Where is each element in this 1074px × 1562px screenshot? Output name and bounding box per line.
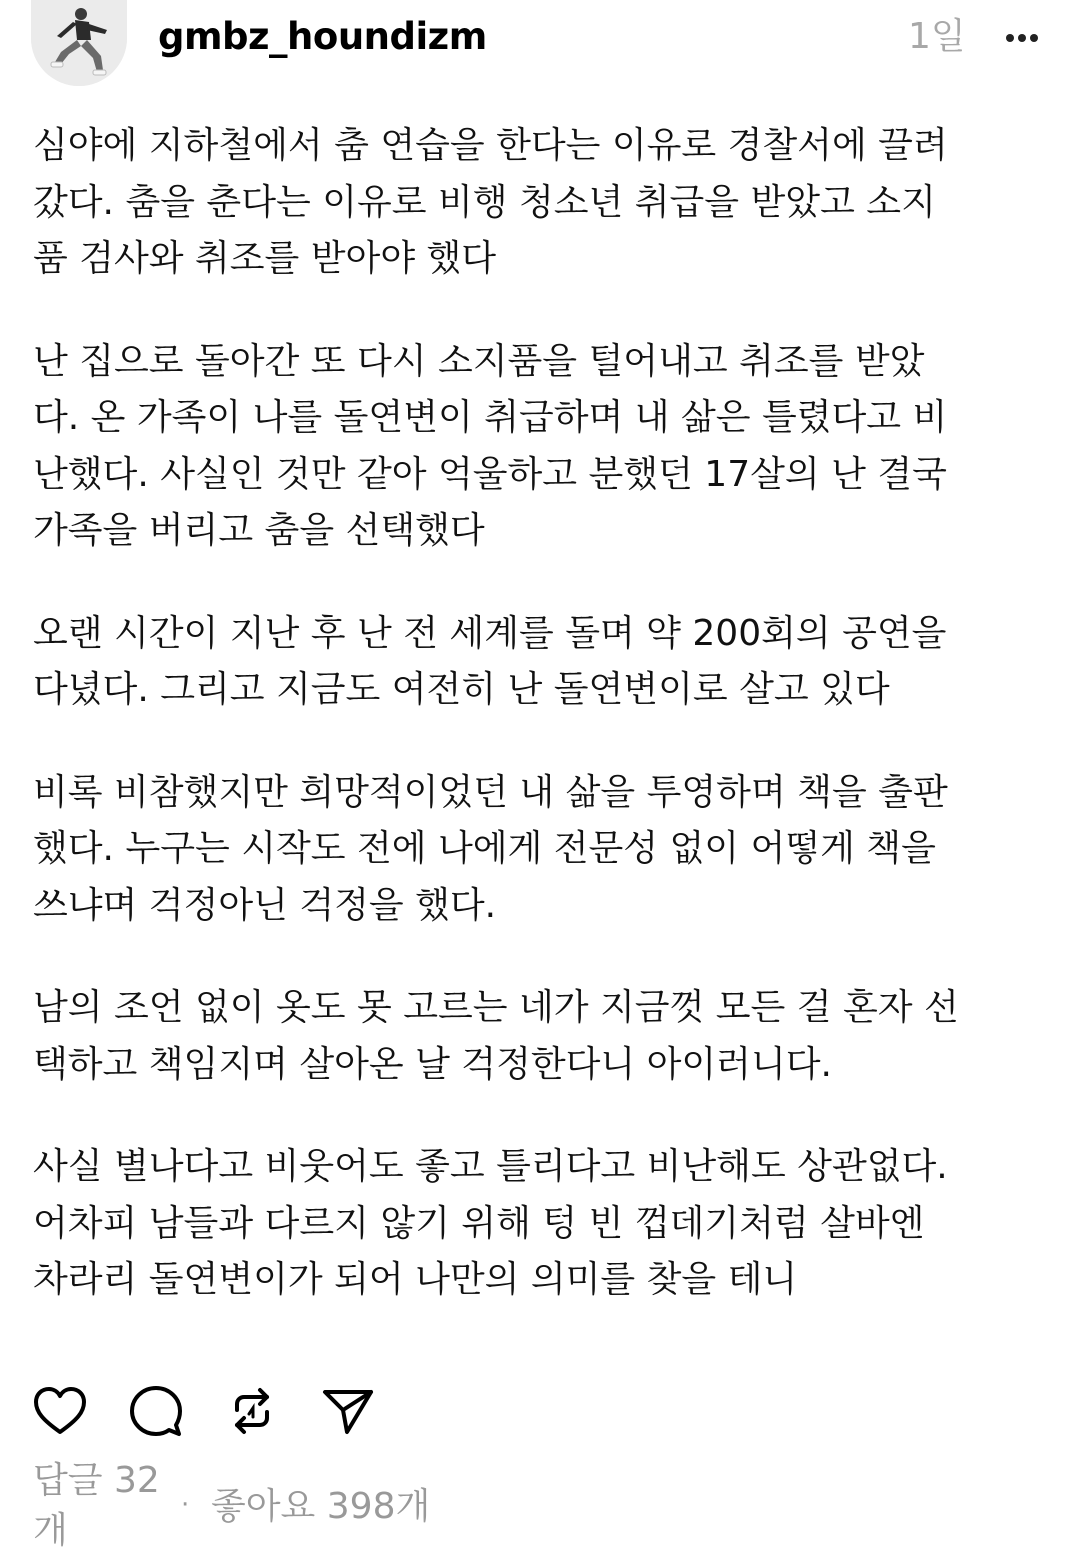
post-body bbox=[33, 118, 1043, 1355]
post-paragraph: 남의 조언 없이 옷도 못 고르는 네가 지금껏 모든 걸 혼자 선 택하고 책임지며 살아온 날 걱정한다니 아이러니다. bbox=[33, 987, 959, 1085]
post-paragraph: 비록 비참했지만 희망적이었던 내 삶을 투영하며 책을 출판 했다. 누구는 시작도 전에 나에게 전문성 없이 어떻게 책을 쓰냐며 걱정아닌 걱정을 했다. bbox=[33, 771, 948, 926]
replies-count[interactable]: 답글 32 개 bbox=[33, 1460, 160, 1551]
comment-icon[interactable] bbox=[129, 1384, 183, 1438]
post-paragraph: 오랜 시간이 지난 후 난 전 세계를 돌며 약 200회의 공연을 다녔다. 그리고 지금도 여전히 난 돌연변이로 살고 있다 bbox=[33, 612, 947, 710]
send-icon[interactable] bbox=[321, 1384, 375, 1438]
post-time: 1일 bbox=[908, 16, 966, 57]
avatar[interactable] bbox=[31, 0, 127, 86]
likes-count[interactable]: 좋아요 398개 bbox=[211, 1486, 431, 1527]
stats-separator: · bbox=[181, 1490, 190, 1520]
more-options-icon[interactable] bbox=[1000, 24, 1044, 52]
heart-icon[interactable] bbox=[33, 1384, 87, 1438]
username[interactable]: gmbz_houndizm bbox=[158, 15, 487, 58]
post-paragraph: 난 집으로 돌아간 또 다시 소지품을 털어내고 취조를 받았 다. 온 가족이 나를 돌연변이 취급하며 내 삶은 틀렸다고 비 난했다. 사실인 것만 같아 억울하고 분했던 17살의 난 결국 가족을 버리고 춤을 선택했다 bbox=[33, 340, 948, 551]
post-paragraph: 심야에 지하철에서 춤 연습을 한다는 이유로 경찰서에 끌려 갔다. 춤을 춘다는 이유로 비행 청소년 취급을 받았고 소지 품 검사와 취조를 받아야 했다 bbox=[33, 125, 948, 279]
repost-icon[interactable] bbox=[225, 1384, 279, 1438]
post-paragraph: 사실 별나다고 비웃어도 좋고 틀리다고 비난해도 상관없다. 어차피 남들과 다르지 않기 위해 텅 빈 껍데기처럼 살바엔 차라리 돌연변이가 되어 나만의 의미를 찾을 테니 bbox=[33, 1146, 948, 1300]
post-header bbox=[0, 0, 1074, 90]
post-actions bbox=[33, 1384, 433, 1438]
